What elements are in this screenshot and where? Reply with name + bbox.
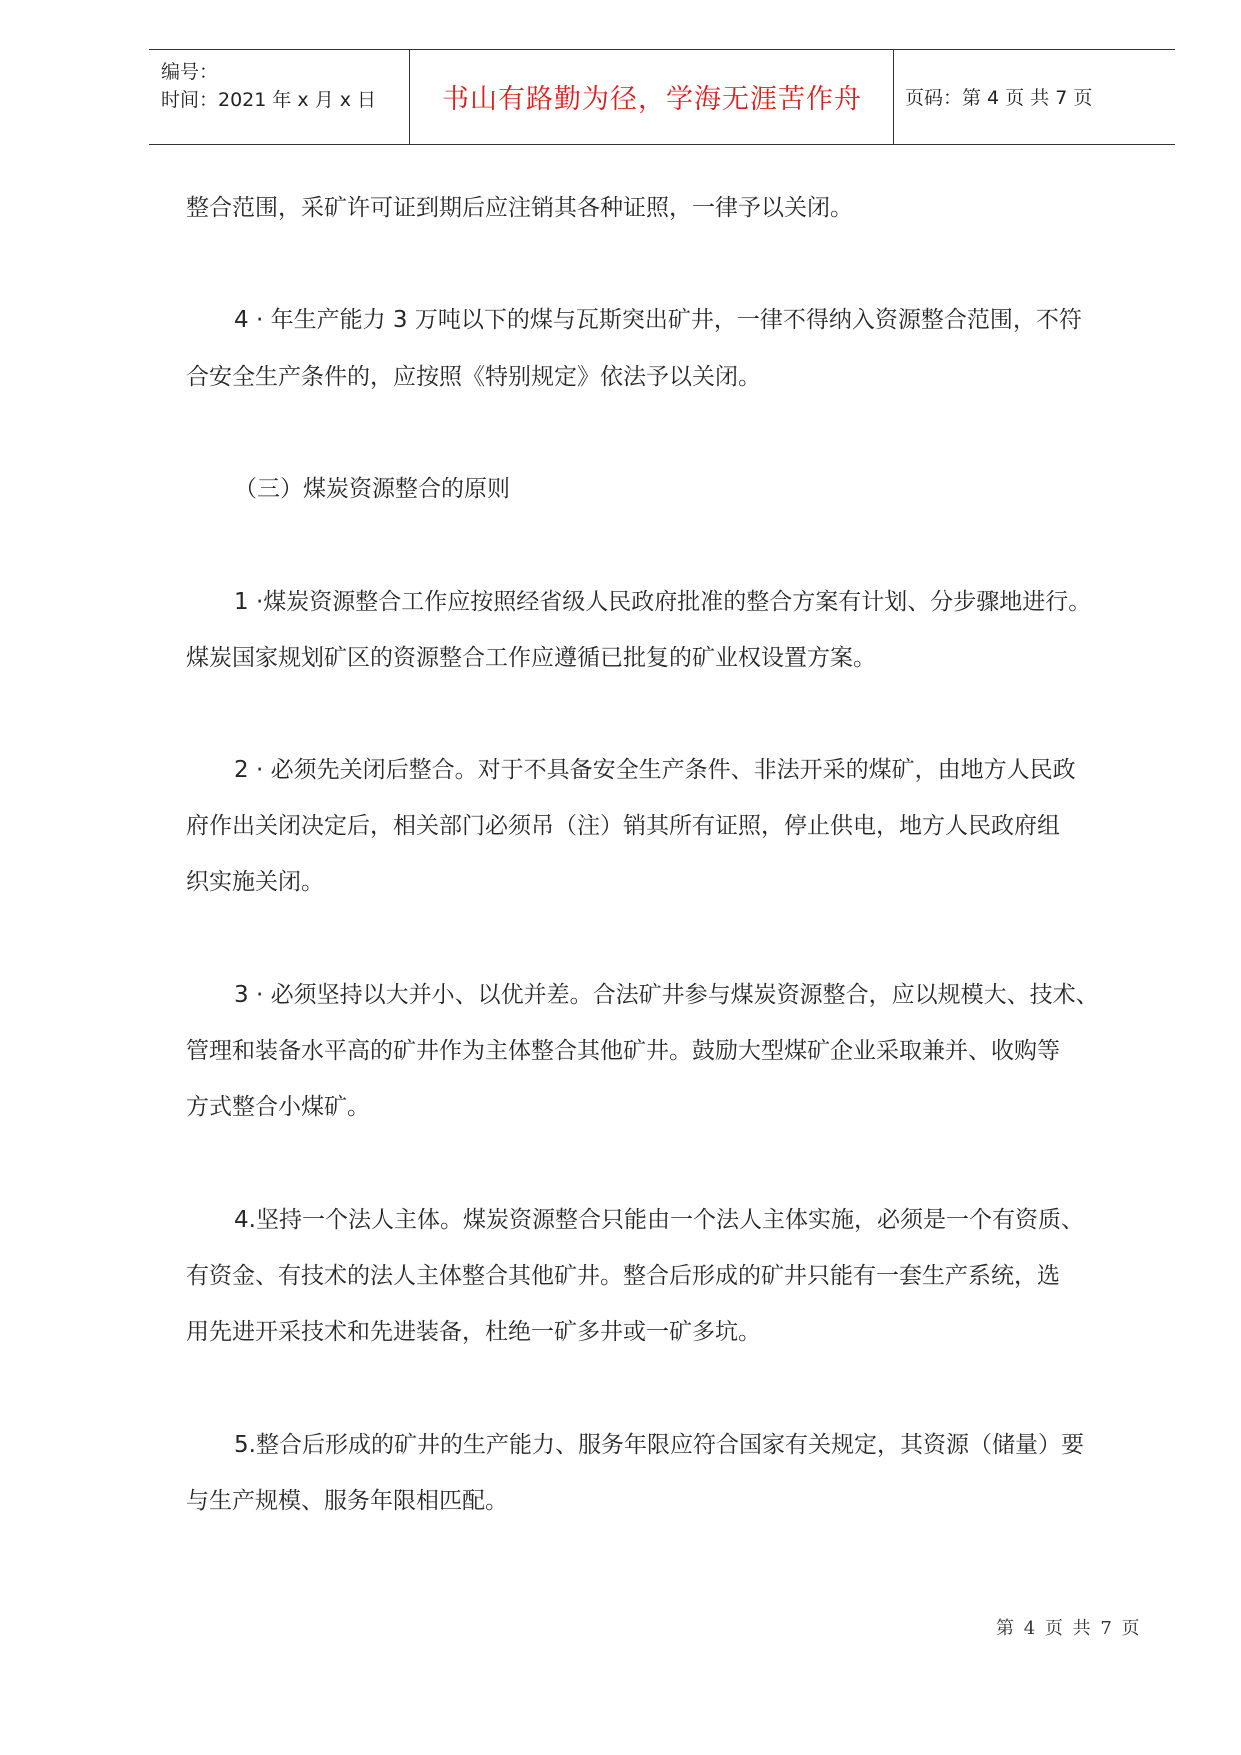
paragraph-line: 用先进开采技术和先进装备，杜绝一矿多井或一矿多坑。: [186, 1319, 761, 1345]
document-time-label: 时间：2021 年 x 月 x 日: [161, 89, 377, 111]
paragraph-line: 4 · 年生产能力 3 万吨以下的煤与瓦斯突出矿井，一律不得纳入资源整合范围，不符: [234, 307, 1082, 333]
paragraph-line: 煤炭国家规划矿区的资源整合工作应遵循已批复的矿业权设置方案。: [186, 645, 876, 671]
document-number-label: 编号：: [161, 61, 219, 83]
page-header: [149, 49, 1175, 145]
paragraph-line: 4.坚持一个法人主体。煤炭资源整合只能由一个法人主体实施，必须是一个有资质、: [234, 1207, 1084, 1233]
paragraph-line: 3 · 必须坚持以大并小、以优并差。合法矿井参与煤炭资源整合，应以规模大、技术、: [234, 982, 1099, 1008]
paragraph-line: 合安全生产条件的，应按照《特别规定》依法予以关闭。: [186, 364, 761, 390]
paragraph-line: 管理和装备水平高的矿井作为主体整合其他矿井。鼓励大型煤矿企业采取兼并、收购等: [186, 1038, 1060, 1064]
paragraph-line: 整合范围，采矿许可证到期后应注销其各种证照，一律予以关闭。: [186, 195, 853, 221]
header-divider: [409, 50, 410, 144]
paragraph-line: 与生产规模、服务年限相匹配。: [186, 1488, 508, 1514]
header-motto: 书山有路勤为径，学海无涯苦作舟: [442, 84, 862, 115]
header-meta: [161, 58, 376, 114]
section-heading: （三）煤炭资源整合的原则: [234, 476, 510, 502]
paragraph-line: 方式整合小煤矿。: [186, 1094, 370, 1120]
paragraph-line: 5.整合后形成的矿井的生产能力、服务年限应符合国家有关规定，其资源（储量）要: [234, 1432, 1084, 1458]
header-page-number: 页码：第 4 页 共 7 页: [905, 87, 1093, 109]
paragraph-line: 2 · 必须先关闭后整合。对于不具备安全生产条件、非法开采的煤矿，由地方人民政: [234, 757, 1076, 783]
paragraph-line: 府作出关闭决定后，相关部门必须吊（注）销其所有证照，停止供电，地方人民政府组: [186, 813, 1060, 839]
paragraph-line: 1 ·煤炭资源整合工作应按照经省级人民政府批准的整合方案有计划、分步骤地进行。: [234, 589, 1092, 615]
header-divider: [893, 50, 894, 144]
footer-page-number: 第 4 页 共 7 页: [996, 1618, 1142, 1639]
paragraph-line: 有资金、有技术的法人主体整合其他矿井。整合后形成的矿井只能有一套生产系统，选: [186, 1263, 1060, 1289]
paragraph-line: 织实施关闭。: [186, 869, 324, 895]
